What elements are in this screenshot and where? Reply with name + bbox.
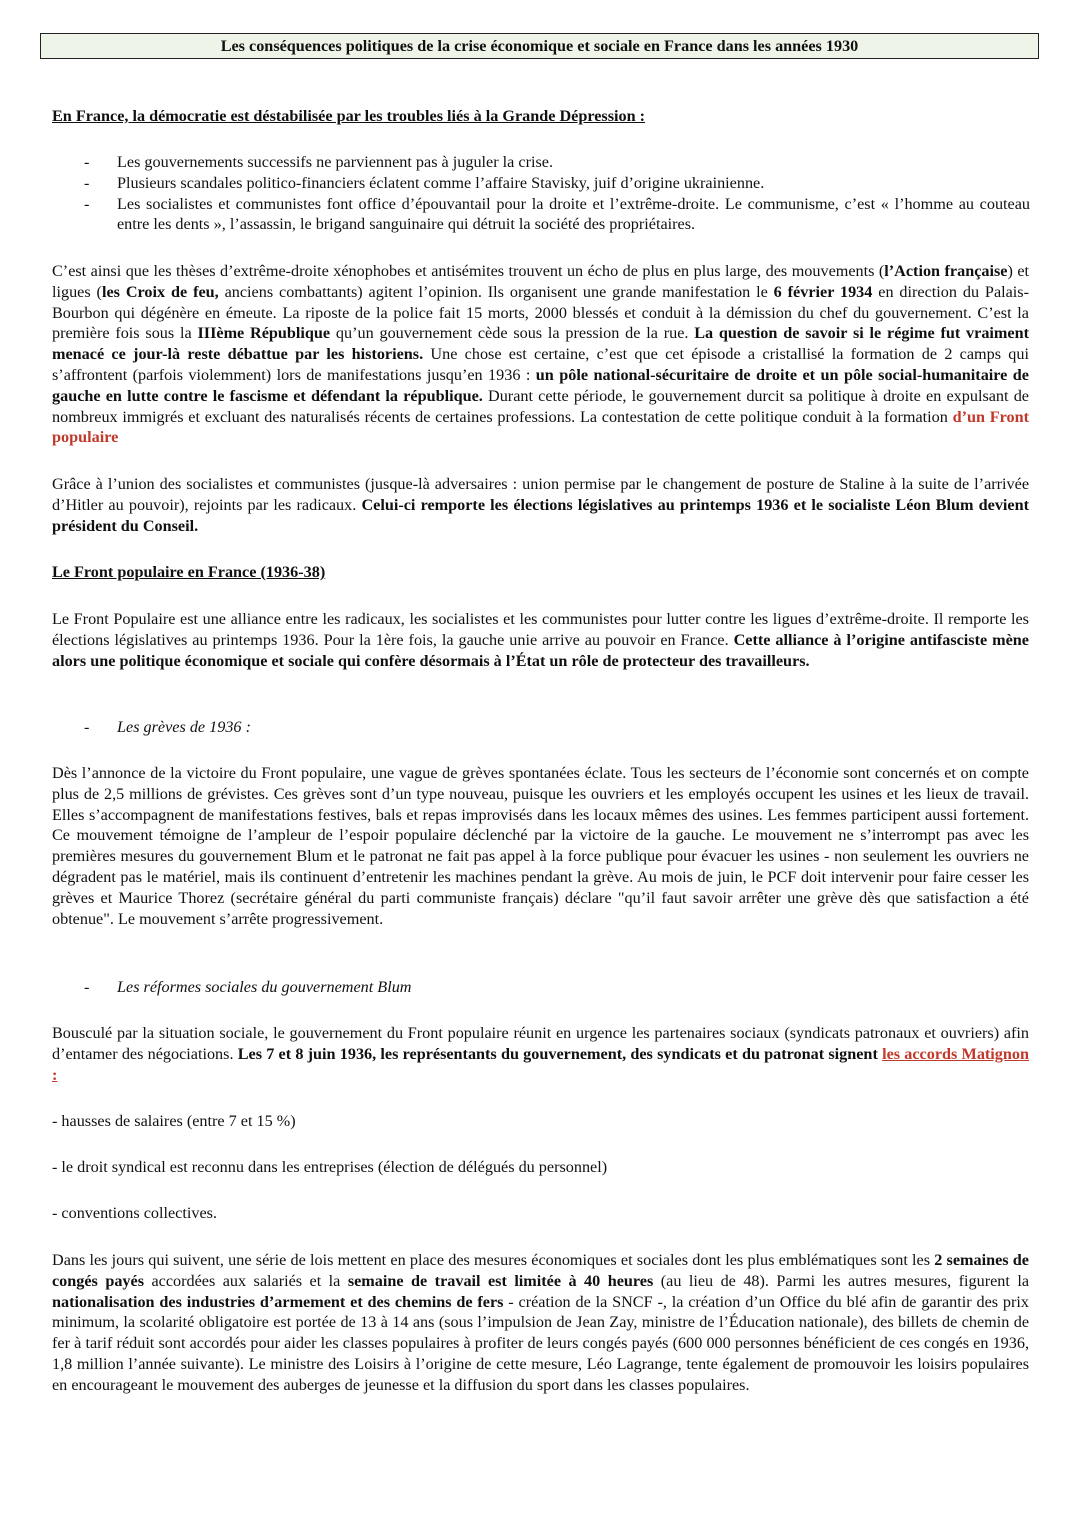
paragraph-accords (52, 1023, 1029, 1085)
text-run: La question de savoir si le régime fut vraiment menacé ce jour-là reste débattue par les historiens. (52, 324, 1029, 364)
text-run: 6 février 1934 (773, 282, 873, 301)
text-run: semaine de travail est limitée à 40 heures (347, 1271, 654, 1290)
text-run: Bousculé par la situation sociale, le gouvernement du Front populaire réunit en urgence les partenaires sociaux (syndicats patronaux et ouvriers) afin d’entamer des négociations. (52, 1024, 1029, 1063)
text-run: Cette alliance à l’origine antifasciste mène alors une politique économique et sociale qui confère désormais à l’État un rôle de protecteur des travailleurs. (52, 630, 1029, 670)
paragraph-extreme-droite (52, 261, 1029, 448)
text-run: anciens combattants) agitent l’opinion. Ils organisent une grande manifestation le (218, 282, 774, 301)
text-run: un pôle national-sécuritaire de droite et un pôle social-humanitaire de gauche en lutte contre le fascisme et défendant la république. (52, 365, 1029, 405)
text-run: Dans les jours qui suivent, une série de lois mettent en place des mesures économiques et sociales dont les plus emblématiques sont les (52, 1251, 935, 1269)
text-run: - création de la SNCF -, la création d’un Office du blé afin de garantir des prix minimum, la scolarité obligatoire est portée de 13 à 14 ans (sous l’impulsion de Jean Zay, ministre de l’Éducation nationale), des billets de chemin de fer à tarif réduit sont accordés pour aider les classes populaires à profiter de leurs congés payés (600 000 personnes bénéficient de ces congés en 1936, 1,8 million l’année suivante). Le ministre des Loisirs à l’origine de cette mesure, Léo Lagrange, tente également de promouvoir les loisirs populaires en encourageant le mouvement des auberges de jeunesse et la diffusion du sport dans les classes populaires. (52, 1292, 1029, 1394)
text-run: Celui-ci remporte les élections législatives au printemps 1936 et le socialiste Léon Blum devient président du Conseil. (52, 495, 1029, 535)
text-run: ) et ligues ( (52, 262, 1030, 301)
paragraph-alliance (52, 609, 1029, 671)
text-run: nationalisation des industries d’armement et des chemins de fers (52, 1292, 504, 1311)
text-run: accordées aux salariés et la (144, 1271, 348, 1290)
text-run: Grâce à l’union des socialistes et communistes (jusque-là adversaires : union permise par le changement de posture de Staline à la suite de l’arrivée d’Hitler au pouvoir), rejoints par les radicaux. (52, 475, 1029, 514)
list-item: - Les socialistes et communistes font office d’épouvantail pour la droite et l’extrême-droite. Le communisme, c’est « l’homme au couteau entre les dents », l’assassin, le brigand sanguinaire qui détruit la société des propriétaires. (80, 194, 1030, 236)
text-run: les Croix de feu, (101, 282, 219, 301)
subheading-text: Les grèves de 1936 : (117, 718, 251, 736)
text-run: en direction du Palais-Bourbon qui dégénère en émeute. La riposte de la police fait 15 morts, 2000 blessés et conduit à la démission du chef du gouvernement. C’est la première fois sous la (52, 282, 1029, 343)
paragraph-union-gauche (52, 474, 1029, 536)
list-item: - le droit syndical est reconnu dans les entreprises (élection de délégués du personnel) (52, 1158, 608, 1176)
text-run: qu’un gouvernement cède sous la pression de la rue. (330, 324, 695, 343)
text-run: C’est ainsi que les thèses d’extrême-droite xénophobes et antisémites trouvent un écho de plus en plus large, des mouvements ( (52, 262, 885, 280)
page-title: Les conséquences politiques de la crise économique et sociale en France dans les années 1930 (40, 33, 1039, 59)
section-heading-front-populaire: Le Front populaire en France (1936-38) (52, 563, 326, 581)
subheading-greves (80, 717, 251, 738)
text-run: (au lieu de 48). Parmi les autres mesures, figurent la (653, 1271, 1030, 1290)
list-item: - hausses de salaires (entre 7 et 15 %) (52, 1112, 296, 1130)
text-run: Durant cette période, le gouvernement durcit sa politique à droite en expulsant de nombreux immigrés et excluant des naturalisés récents de certaines professions. La contestation de cette politique conduit à la formation (52, 386, 1029, 426)
list-item: - conventions collectives. (52, 1204, 217, 1222)
list-item: - Plusieurs scandales politico-financiers éclatent comme l’affaire Stavisky, juif d’origine ukrainienne. (80, 173, 1030, 194)
paragraph-greves: Dès l’annonce de la victoire du Front populaire, une vague de grèves spontanées éclate. Tous les secteurs de l’économie sont concernés et on compte plus de 2,5 millions de grévistes. Ces grèves sont d’un type nouveau, puisque les ouvriers et les employés occupent les usines et les lieux de travail. Elles s’accompagnent de manifestations festives, bals et repas improvisés dans les locaux mêmes des usines. Les femmes participent aussi fortement. Ce mouvement témoigne de l’ampleur de l’espoir populaire déclenché par la victoire de la gauche. Le mouvement ne s’interrompt pas avec les premières mesures du gouvernement Blum et le patronat ne fait pas appel à la force publique pour évacuer les usines - non seulement les ouvriers ne dégradent pas le matériel, mais ils continuent d’entretenir les machines pendant la grève. Au mois de juin, le PCF doit intervenir pour faire cesser les grèves et Maurice Thorez (secrétaire général du parti communiste français) déclare "qu’il faut savoir arrêter une grève dès que satisfaction a été obtenue". Le mouvement s’arrête progressivement. (52, 764, 1029, 928)
accords-matignon-highlight: les accords Matignon : (52, 1044, 1030, 1084)
list-item: - Les gouvernements successifs ne parviennent pas à juguler la crise. (80, 152, 1030, 173)
front-populaire-highlight: d’un Front populaire (52, 407, 1030, 447)
text-run: l’Action française (884, 262, 1008, 280)
text-run: Une chose est certaine, c’est que cet épisode a cristallisé la formation de 2 camps qui s’affrontent (parfois violemment) lors de manifestations jusqu’en 1936 : (52, 345, 1029, 384)
text-run: Le Front Populaire est une alliance entre les radicaux, les socialistes et les communistes pour lutter contre les ligues d’extrême-droite. Il remporte les élections législatives au printemps 1936. Pour la 1ère fois, la gauche unie arrive au pouvoir en France. (52, 610, 1029, 649)
crisis-bullet-list (80, 152, 1030, 235)
text-run: IIIème République (197, 324, 331, 343)
section-heading-depression: En France, la démocratie est déstabilisée par les troubles liés à la Grande Dépression : (52, 107, 646, 125)
text-run: Les 7 et 8 juin 1936, les représentants du gouvernement, des syndicats et du patronat signent (237, 1044, 878, 1063)
subheading-reformes (80, 977, 411, 998)
subheading-text: Les réformes sociales du gouvernement Blum (117, 978, 412, 996)
text-run: 2 semaines de congés payés (52, 1251, 1029, 1290)
paragraph-lois-sociales (52, 1250, 1029, 1396)
